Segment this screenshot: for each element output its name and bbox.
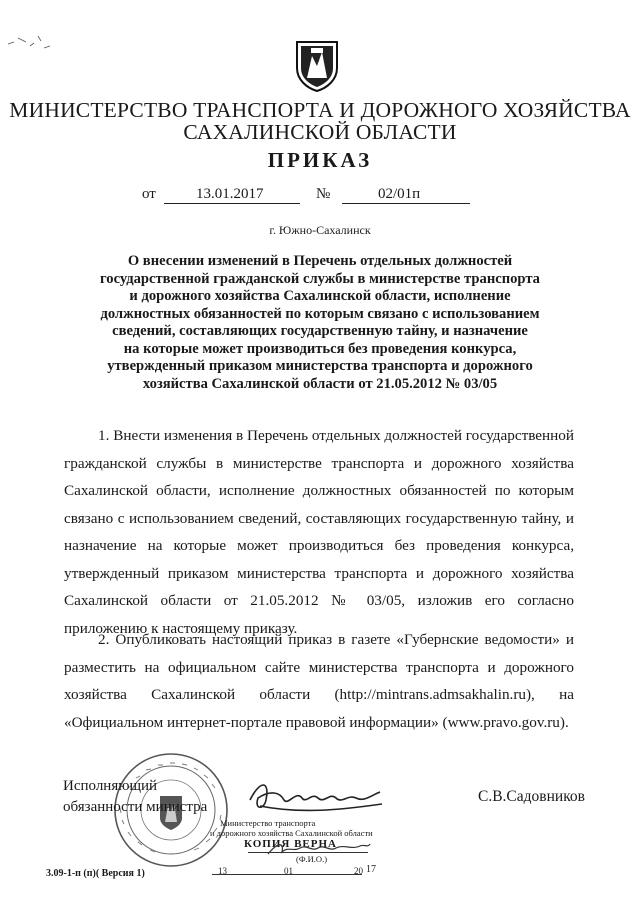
stamp-fio-caption: (Ф.И.О.) — [296, 854, 328, 864]
order-item-1-text: 1. Внести изменения в Перечень отдельных должностей государственной гражданской службы в министерстве транспорта и дорожного хозяйства Сахалинской области, исполнение должностных обязанностей по которым связано с использованием сведений, составляющих государственную тайну, и назначение на которые может производиться без проведения конкурса, утвержденный приказом министерства транспорта и дорожного хозяйства Сахалинской области от 21.05.2012 № 03/05, изложив его согласно приложению к настоящему приказу. — [64, 427, 575, 637]
ministry-name-line1: МИНИСТЕРСТВО ТРАНСПОРТА И ДОРОЖНОГО ХОЗЯЙСТВА — [9, 98, 631, 122]
subject-line: государственной гражданской службы в министерстве транспорта — [100, 270, 540, 287]
signatory-role-line1: Исполняющий — [63, 778, 158, 794]
subject-line: утвержденный приказом министерства транспорта и дорожного — [107, 358, 533, 374]
order-item-2-text: 2. Опубликовать настоящий приказ в газете «Губернские ведомости» и разместить на официальном сайте министерства транспорта и дорожного хозяйства Сахалинской области (http://mintrans.admsakhalin.ru), на «Официальном интернет-портале правовой информации» (www.pravo.gov.ru). — [64, 631, 574, 731]
coat-of-arms-emblem — [293, 38, 341, 92]
handwritten-signature — [240, 770, 390, 820]
subject-line: сведений, составляющих государственную тайну, и назначение — [112, 323, 528, 339]
subject-line: хозяйства Сахалинской области от 21.05.2012 № 03/05 — [142, 375, 498, 392]
order-item-2 — [64, 626, 574, 736]
subject-line: О внесении изменений в Перечень отдельных должностей — [127, 253, 513, 269]
stamp-line1: Министерство транспорта — [220, 818, 316, 828]
stamp-copy-mark: КОПИЯ ВЕРНА — [244, 838, 337, 850]
subject-line: и дорожного хозяйства Сахалинской области, исполнение — [129, 288, 511, 304]
stamp-handwritten-name — [264, 838, 374, 860]
signatory-name: С.В.Садовников — [478, 788, 586, 805]
order-subject — [60, 253, 580, 393]
document-type-title: ПРИКАЗ — [267, 148, 373, 172]
ministry-name-line2: САХАЛИНСКОЙ ОБЛАСТИ — [183, 120, 457, 144]
order-item-1 — [64, 422, 574, 642]
number-prefix: № — [316, 186, 331, 202]
signatory-role — [63, 776, 207, 818]
date-prefix: от — [142, 186, 156, 202]
scan-artifact-marks — [4, 30, 64, 56]
stamp-month: 01 — [284, 866, 293, 876]
stamp-day: 13 — [218, 866, 227, 876]
signatory-role-line2: обязанности министра — [63, 799, 208, 815]
copy-certification-stamp — [204, 818, 384, 884]
date-underline — [164, 203, 300, 204]
document-date: 13.01.2017 — [196, 186, 264, 202]
subject-line: на которые может производиться без проведения конкурса, — [123, 340, 517, 357]
stamp-line2: и дорожного хозяйства Сахалинской области — [210, 828, 373, 838]
number-underline — [342, 203, 470, 204]
city-name: г. Южно-Сахалинск — [269, 223, 371, 237]
stamp-year-suffix: 17 — [366, 864, 376, 875]
document-number: 02/01п — [378, 186, 421, 202]
subject-line: должностных обязанностей по которым связано с использованием — [100, 305, 540, 322]
stamp-year-prefix: 20 — [354, 866, 363, 876]
document-version-code: 3.09-1-п (п)( Версия 1) — [46, 868, 145, 879]
